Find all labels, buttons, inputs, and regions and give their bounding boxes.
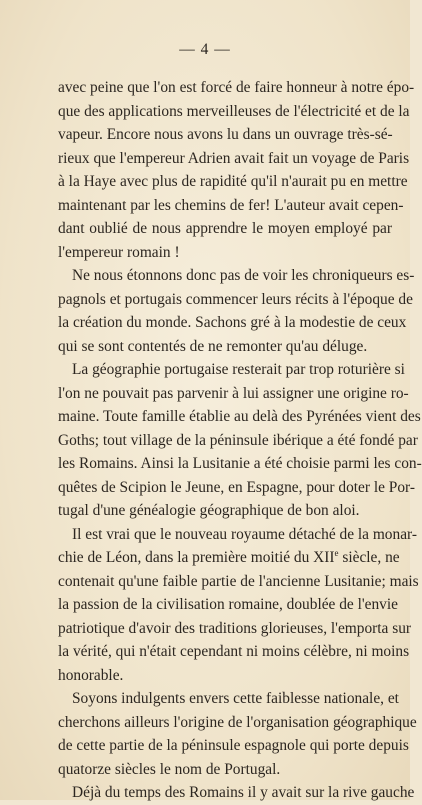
text-line-content: Soyons indulgents envers cette faiblesse nationale, et bbox=[72, 690, 399, 707]
text-line bbox=[58, 100, 410, 124]
text-line bbox=[58, 311, 407, 335]
text-line-content: Il est vrai que le nouveau royaume détaché de la monar- bbox=[72, 525, 417, 543]
text-line bbox=[58, 170, 408, 194]
text-line-content: l'empereur romain ! bbox=[58, 243, 180, 261]
text-line-content: patriotique d'avoir des traditions glorieuses, l'emporta sur bbox=[58, 619, 412, 637]
text-line bbox=[58, 499, 392, 523]
text-line bbox=[58, 570, 419, 594]
text-line-content: rieux que l'empereur Adrien avait fait un voyage de Paris bbox=[58, 149, 410, 167]
text-line-content: Déjà du temps des Romains il y avait sur la rive gauche bbox=[72, 784, 415, 801]
text-line-content: cherchons ailleurs l'origine de l'organisation géographique bbox=[58, 713, 417, 731]
text-line-content: maine. Toute famille établie au delà des Pyrénées vient des bbox=[58, 408, 421, 425]
text-line bbox=[58, 781, 415, 805]
text-line bbox=[58, 405, 421, 429]
text-line bbox=[58, 452, 422, 476]
text-line bbox=[58, 711, 417, 735]
superscript: e bbox=[334, 548, 339, 558]
text-line bbox=[58, 76, 415, 100]
text-line bbox=[58, 593, 398, 617]
text-line-content: la vérité, qui n'était cependant ni moins célèbre, ni moins bbox=[58, 643, 410, 660]
text-line bbox=[58, 640, 410, 664]
text-line bbox=[58, 523, 417, 547]
text-line-content: vapeur. Encore nous avons lu dans un ouvrage très-sé- bbox=[58, 126, 393, 143]
text-line bbox=[58, 546, 400, 570]
text-line-content: la création du monde. Sachons gré à la modestie de ceux bbox=[58, 314, 407, 331]
text-line bbox=[58, 687, 399, 711]
text-line-content: les Romains. Ainsi la Lusitanie a été choisie parmi les con- bbox=[58, 455, 422, 472]
text-line-content: à la Haye avec plus de rapidité qu'il n'aurait pu en mettre bbox=[58, 173, 408, 190]
text-line bbox=[58, 335, 392, 359]
text-line bbox=[58, 734, 409, 758]
text-line-content: La géographie portugaise resterait par trop roturière si bbox=[72, 361, 405, 378]
text-line-content: qui se sont contentés de ne remonter qu'au déluge. bbox=[58, 337, 368, 355]
text-line-content: de cette partie de la péninsule espagnole qui porte depuis bbox=[58, 737, 409, 754]
text-line-content: que des applications merveilleuses de l'électricité et de la bbox=[58, 102, 410, 120]
text-line-content: Ne nous étonnons donc pas de voir les chroniqueurs es- bbox=[72, 267, 415, 284]
text-line bbox=[58, 147, 410, 171]
text-line-content: avec peine que l'on est forcé de faire honneur à notre épo- bbox=[58, 79, 415, 96]
text-line bbox=[58, 758, 392, 782]
body-text bbox=[58, 76, 422, 805]
text-line-content: la passion de la civilisation romaine, doublée de l'envie bbox=[58, 596, 398, 613]
text-line-content: l'on ne pouvait pas parvenir à lui assigner une origine ro- bbox=[58, 384, 409, 402]
text-line-content: quatorze siècles le nom de Portugal. bbox=[58, 760, 281, 778]
text-line-content: maintenant par les chemins de fer! L'auteur avait cepen- bbox=[58, 196, 404, 214]
text-line-content: quêtes de Scipion le Jeune, en Espagne, pour doter le Por- bbox=[58, 478, 415, 496]
text-line bbox=[58, 358, 405, 382]
text-line-content: contenait qu'une faible partie de l'ancienne Lusitanie; mais bbox=[58, 572, 419, 590]
text-line-content: Goths; tout village de la péninsule ibérique a été fondé par bbox=[58, 431, 418, 449]
text-line bbox=[58, 288, 413, 312]
text-line-content: dant oublié de nous apprendre le moyen employé par bbox=[58, 220, 392, 237]
page-number: — 4 — bbox=[179, 41, 231, 58]
text-line bbox=[58, 664, 392, 688]
text-line bbox=[58, 241, 392, 265]
text-line bbox=[58, 264, 415, 288]
text-line bbox=[58, 476, 415, 500]
text-line bbox=[58, 382, 409, 406]
text-line-content: tugal d'une généalogie géographique de bon aloi. bbox=[58, 502, 360, 519]
text-line bbox=[58, 617, 412, 641]
text-line bbox=[58, 429, 418, 453]
text-line-content: pagnols et portugais commencer leurs récits à l'époque de bbox=[58, 290, 413, 308]
text-line-content: honorable. bbox=[58, 666, 124, 684]
text-line-content: chie de Léon, dans la première moitié du XII bbox=[58, 549, 335, 566]
text-line bbox=[58, 217, 392, 241]
text-line bbox=[58, 194, 404, 218]
text-line-continuation: siècle, ne bbox=[338, 549, 400, 566]
text-line bbox=[58, 123, 392, 147]
